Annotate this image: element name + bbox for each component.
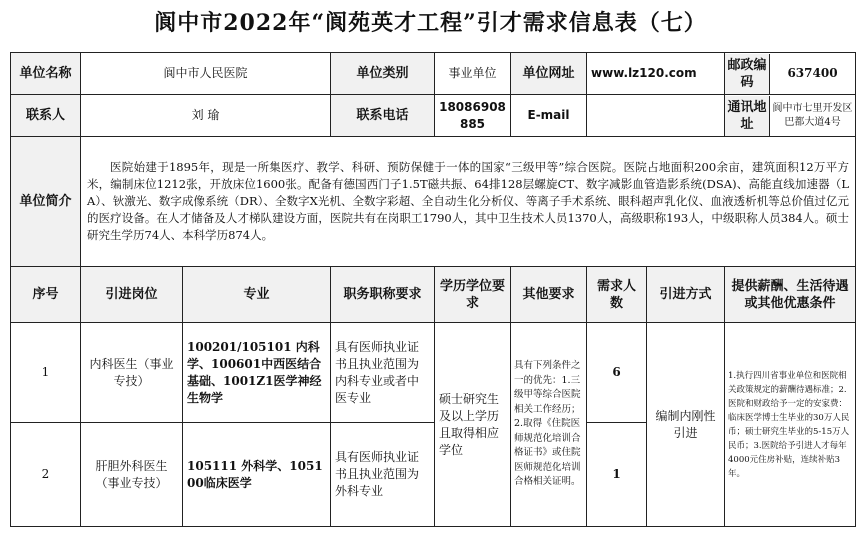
address-group <box>725 95 856 137</box>
phone-number: 18086908885 <box>435 95 511 137</box>
label-unit-name: 单位名称 <box>11 53 81 95</box>
row-major: 105111 外科学、105100临床医学 <box>183 423 331 527</box>
label-postcode: 邮政编码 <box>725 54 770 94</box>
row-title-req: 具有医师执业证书且执业范围为内科专业或者中医专业 <box>331 323 435 423</box>
label-intro: 单位简介 <box>11 137 81 267</box>
unit-name: 阆中市人民医院 <box>81 53 331 95</box>
label-contact: 联系人 <box>11 95 81 137</box>
header-title-req: 职务职称要求 <box>331 267 435 323</box>
row-count: 1 <box>587 423 647 527</box>
unit-intro: 医院始建于1895年，现是一所集医疗、教学、科研、预防保健于一体的国家“三级甲等”综合医院。医院占地面积200余亩，建筑面积12万平方米，编制床位1212张，开放床位1600张。配备有德国西门子1.5T磁共振、64排128层螺旋CT、数字减影血管造影系统(DSA)、高能直线加速器（LA）、钬激光、数字成像系统（DR）、全数字X光机、全数字彩超、全自动生化分析仪、等离子手术系统、眼科超声乳化仪、血液透析机等总价值过亿元的医疗设备。在人才储备及人才梯队建设方面，医院共有在岗职工1790人，其中卫生技术人员1370人，高级职称193人，中级职称人员384人。硕士研究生学历74人、本科学历874人。 <box>81 137 856 267</box>
row-major: 100201/105101 内科学、100601中西医结合基础、1001Z1医学神经生物学 <box>183 323 331 423</box>
header-edu: 学历学位要求 <box>435 267 511 323</box>
header-count: 需求人数 <box>587 267 647 323</box>
postcode: 637400 <box>787 66 838 80</box>
shared-method: 编制内刚性引进 <box>647 323 725 527</box>
recruitment-table <box>10 52 856 527</box>
label-phone: 联系电话 <box>331 95 435 137</box>
header-major: 专业 <box>183 267 331 323</box>
label-unit-website: 单位网址 <box>511 53 587 95</box>
label-unit-type: 单位类别 <box>331 53 435 95</box>
row-post: 肝胆外科医生（事业专技） <box>81 423 183 527</box>
address: 阆中市七里开发区巴都大道4号 <box>772 102 853 128</box>
header-benefits: 提供薪酬、生活待遇或其他优惠条件 <box>725 267 856 323</box>
header-other: 其他要求 <box>511 267 587 323</box>
header-seq: 序号 <box>11 267 81 323</box>
postcode-group <box>725 53 856 95</box>
shared-other: 具有下列条件之一的优先：1.三级甲等综合医院相关工作经历；2.取得《住院医师规范化培训合格证书》或住院医师规范化培训合格相关证明。 <box>511 323 587 527</box>
shared-edu: 硕士研究生及以上学历且取得相应学位 <box>435 323 511 527</box>
contact-person: 刘 瑜 <box>81 95 331 137</box>
page-title: 阆中市2022年“阆苑英才工程”引才需求信息表（七） <box>154 10 707 36</box>
row-post: 内科医生（事业专技） <box>81 323 183 423</box>
row-title-req: 具有医师执业证书且执业范围为外科专业 <box>331 423 435 527</box>
header-method: 引进方式 <box>647 267 725 323</box>
table-row <box>11 323 856 423</box>
unit-type: 事业单位 <box>435 53 511 95</box>
unit-website[interactable]: www.lz120.com <box>587 53 725 95</box>
label-address: 通讯地址 <box>725 96 770 136</box>
row-count: 6 <box>587 323 647 423</box>
row-seq: 1 <box>11 323 81 423</box>
shared-benefits: 1.执行四川省事业单位和医院相关政策规定的薪酬待遇标准；2.医院和财政给予一定的安家费：临床医学博士生毕业的30万人民币；硕士研究生毕业的5-15万人民币；3.医院给予引进人才每年4000元住房补贴，连续补贴3年。 <box>725 323 856 527</box>
email-value <box>587 95 725 137</box>
header-post: 引进岗位 <box>81 267 183 323</box>
row-seq: 2 <box>11 423 81 527</box>
label-email: E-mail <box>511 95 587 137</box>
